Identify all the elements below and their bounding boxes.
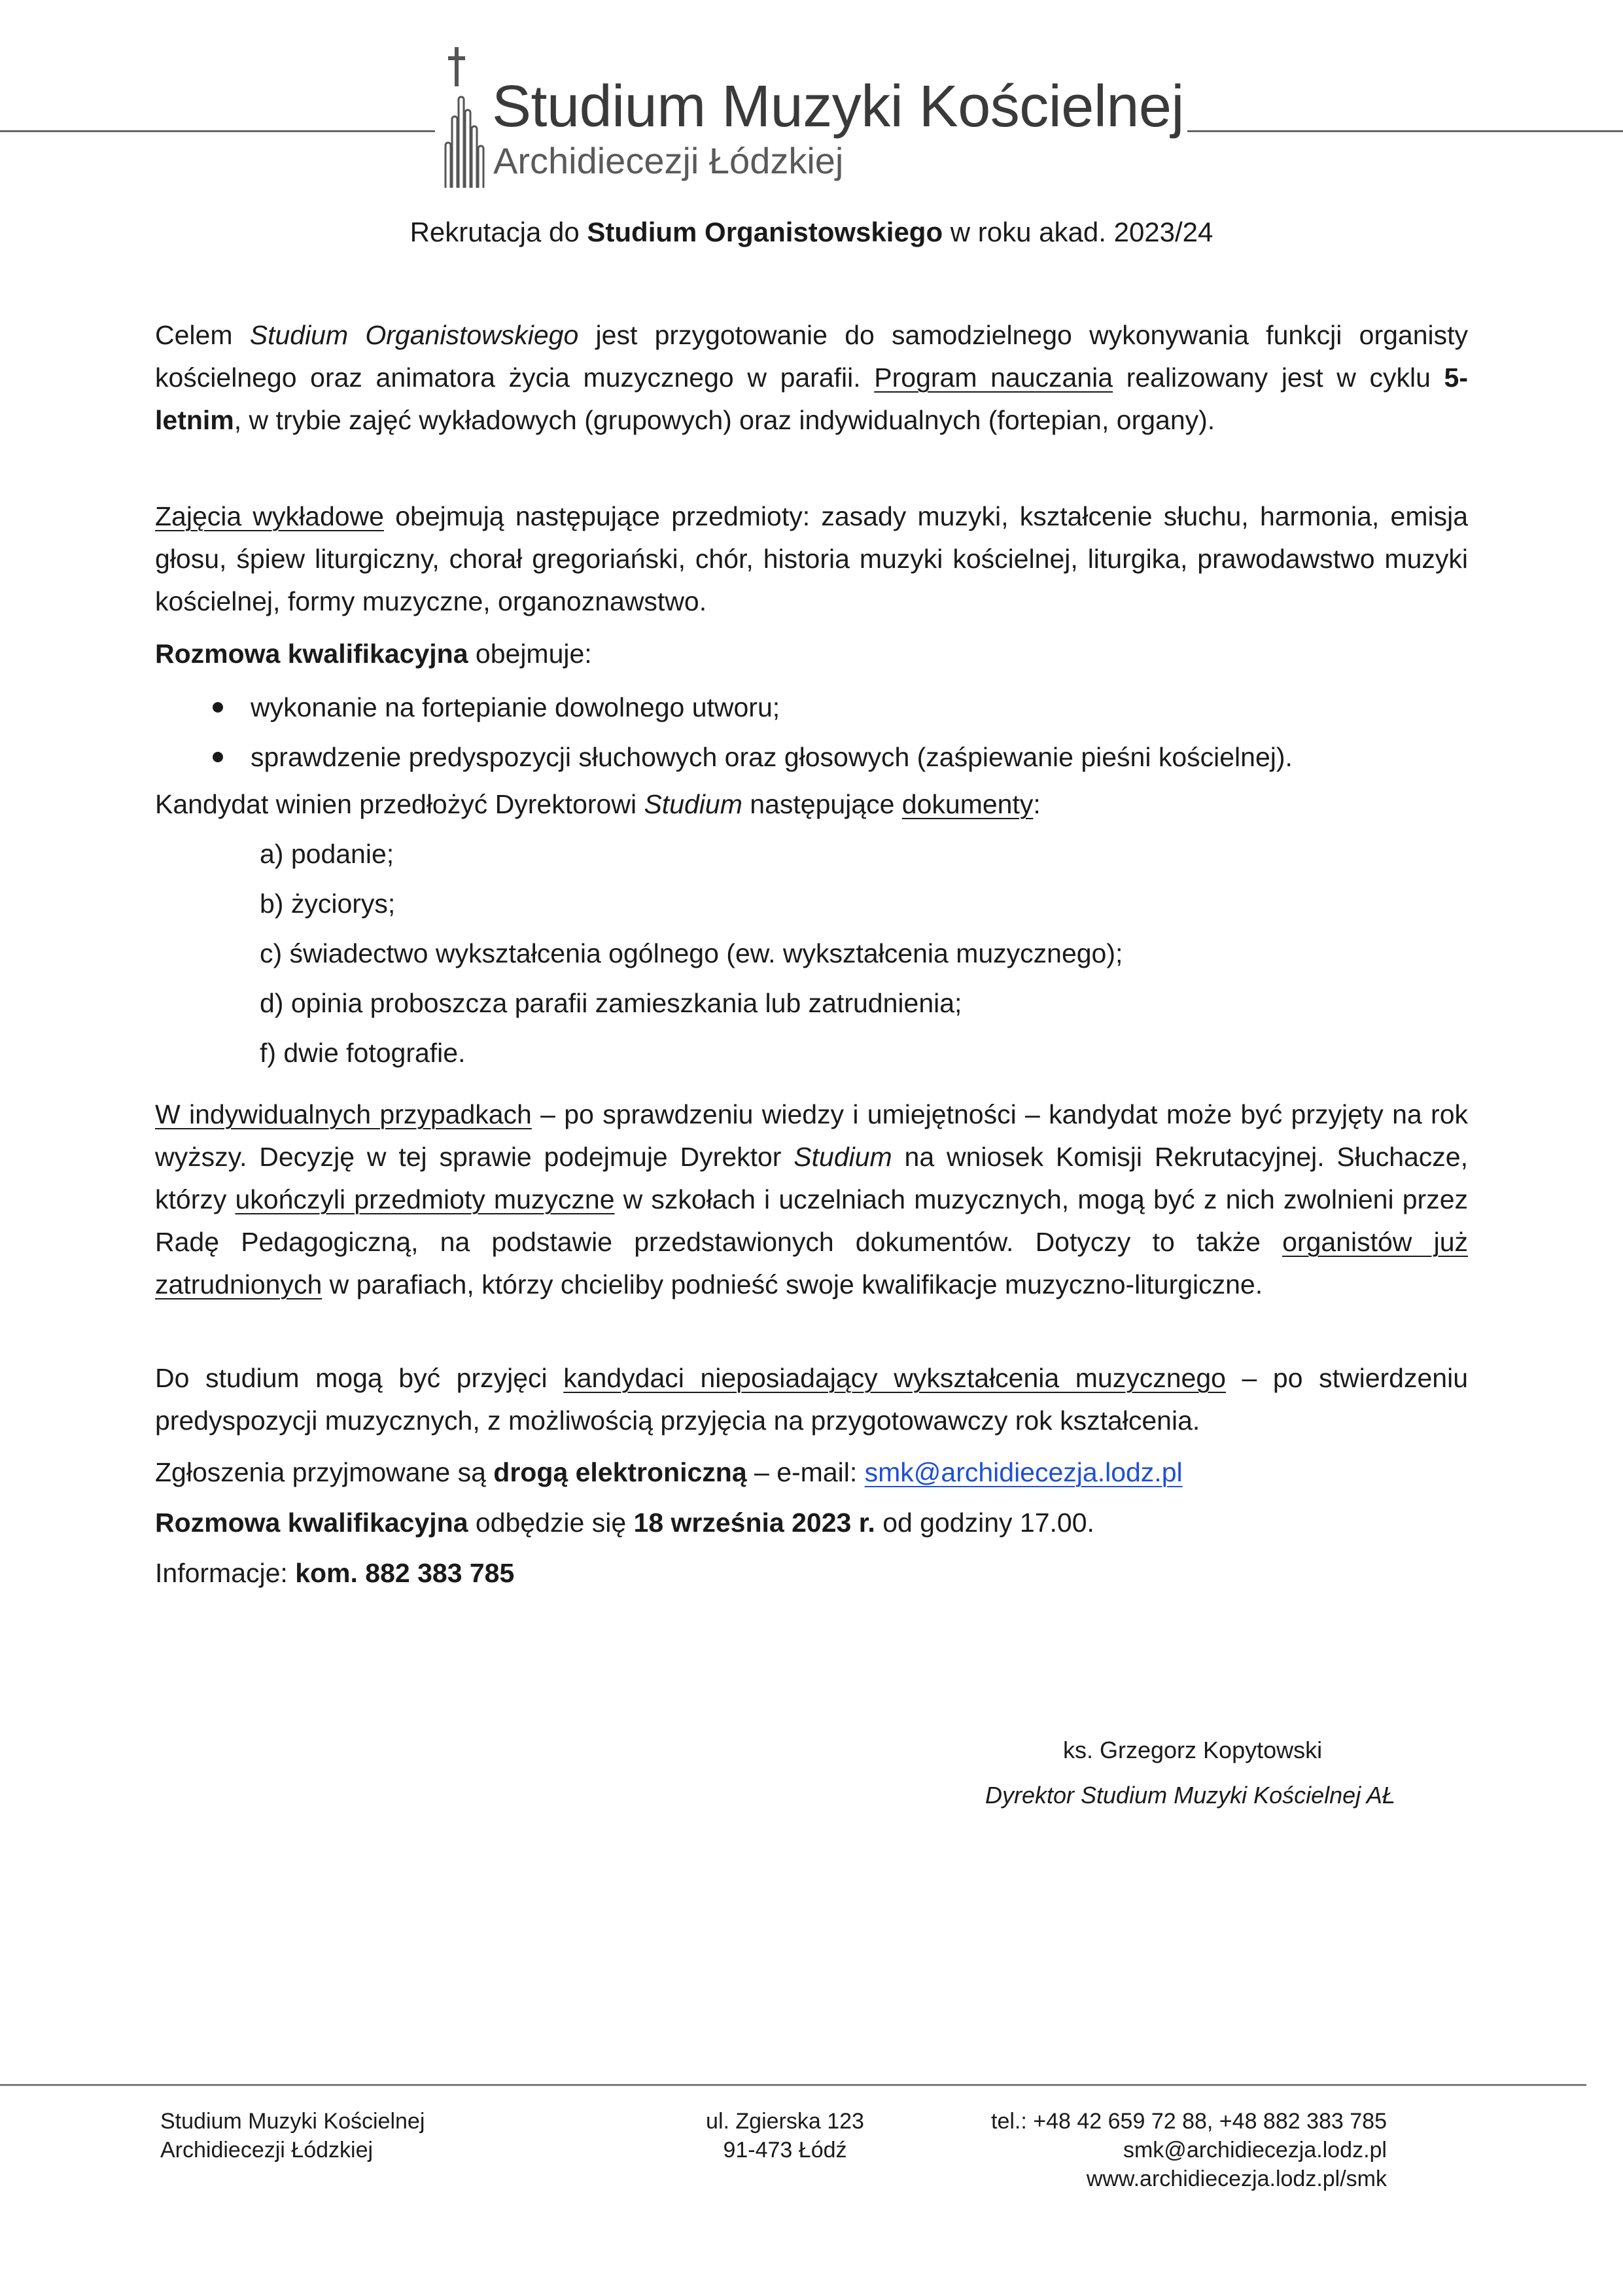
document-item: a) podanie; [260, 839, 394, 869]
date-text-1: odbędzie się [468, 1508, 634, 1538]
intro-paragraph [155, 314, 1468, 442]
signature-name: ks. Grzegorz Kopytowski [1063, 1737, 1323, 1763]
heading-prefix: Rekrutacja do [410, 217, 587, 247]
info-label: Informacje: [155, 1558, 296, 1588]
date-bold-1: Rozmowa kwalifikacyjna [155, 1508, 468, 1538]
no-music-text-2: – po stwierdzeniu predyspozycji muzycznych, z możliwością przyjęcia na przygotowawczy rok kształcenia. [155, 1363, 1468, 1436]
bullet-dot [213, 702, 223, 713]
bullet-dot [213, 752, 223, 762]
info-line [155, 1552, 514, 1595]
no-music-paragraph [155, 1357, 1468, 1442]
individual-text-1: – po sprawdzeniu wiedzy i umiejętności – kandydat może być przyjęty na rok wyższy. Decyzję w tej sprawie podejmuje Dyrektor [155, 1099, 1468, 1172]
heading-suffix: w roku akad. 2023/24 [943, 217, 1213, 247]
individual-text-3: w szkołach i uczelniach muzycznych, mogą być z nich zwolnieni przez Radę Pedagogiczną, na podstawie przedstawionych dokumentów. Dotyczy to także [155, 1184, 1468, 1257]
footer-org-line1: Studium Muzyki Kościelnej [160, 2109, 425, 2134]
documents-line [155, 783, 1041, 826]
footer-phone: tel.: +48 42 659 72 88, +48 882 383 785 [991, 2109, 1387, 2134]
intro-text-3: realizowany jest w cyklu [1113, 362, 1444, 393]
document-item: f) dwie fotografie. [260, 1038, 466, 1068]
interview-text: obejmuje: [468, 639, 592, 669]
bullet-item: sprawdzenie predyspozycji słuchowych oraz głosowych (zaśpiewanie pieśni kościelnej). [251, 742, 1293, 772]
individual-underline-1: W indywidualnych przypadkach [155, 1099, 532, 1129]
program-link: Program nauczania [874, 362, 1113, 393]
individual-underline-3: organistów już zatrudnionych [155, 1227, 1468, 1299]
document-item: c) świadectwo wykształcenia ogólnego (ew. wykształcenia muzycznego); [260, 938, 1123, 968]
documents-text-3: : [1033, 789, 1041, 819]
lectures-text: obejmują następujące przedmioty: zasady muzyki, kształcenie słuchu, harmonia, emisja głosu, śpiew liturgiczny, chorał gregoriański, chór, historia muzyki kościelnej, liturgika, prawodawstwo muzyki kościelnej, formy muzyczne, organoznawstwo. [155, 501, 1468, 616]
applications-text-2: – e-mail: [746, 1457, 865, 1487]
document-item: d) opinia proboszcza parafii zamieszkania lub zatrudnienia; [260, 988, 962, 1018]
documents-text-1: Kandydat winien przedłożyć Dyrektorowi [155, 789, 644, 819]
individual-cases-paragraph [155, 1093, 1468, 1306]
date-bold-2: 18 września 2023 r. [633, 1508, 875, 1538]
footer-website[interactable]: www.archidiecezja.lodz.pl/smk [1086, 2166, 1387, 2191]
no-music-text-1: Do studium mogą być przyjęci [155, 1363, 564, 1393]
signature-role: Dyrektor Studium Muzyki Kościelnej AŁ [985, 1782, 1395, 1809]
document-item: b) życiorys; [260, 889, 396, 919]
documents-underline: dokumenty [901, 789, 1034, 819]
footer-address-line1: ul. Zgierska 123 [706, 2109, 864, 2134]
intro-text-4: , w trybie zajęć wykładowych (grupowych) oraz indywidualnych (fortepian, organy). [234, 405, 1215, 435]
bullet-item: wykonanie na fortepianie dowolnego utworu; [251, 692, 780, 722]
footer-rule [0, 2084, 1586, 2086]
footer-email[interactable]: smk@archidiecezja.lodz.pl [1123, 2138, 1387, 2163]
logo-title: Studium Muzyki Kościelnej [492, 74, 1184, 139]
interview-date-line [155, 1502, 1094, 1544]
footer-address-line2: 91-473 Łódź [723, 2138, 847, 2163]
applications-text-1: Zgłoszenia przyjmowane są [155, 1457, 494, 1487]
lectures-underline: Zajęcia wykładowe [155, 501, 384, 531]
documents-text-2: następujące [742, 789, 902, 819]
intro-italic: Studium Organistowskiego [249, 320, 579, 350]
date-text-2: od godziny 17.00. [875, 1508, 1094, 1538]
interview-line [155, 633, 592, 675]
header-rule-left [0, 130, 435, 132]
documents-italic: Studium [644, 789, 742, 819]
footer-org-line2: Archidiecezji Łódzkiej [160, 2138, 374, 2163]
intro-text-1: Celem [155, 320, 250, 350]
header-rule-right [1187, 130, 1623, 132]
organ-cross-logo-icon [442, 47, 487, 188]
intro-bold: 5-letnim [155, 362, 1469, 435]
document-heading [0, 215, 1623, 250]
individual-italic: Studium [794, 1142, 892, 1172]
no-music-underline: kandydaci nieposiadający wykształcenia muzycznego [563, 1363, 1226, 1393]
applications-bold: drogą elektroniczną [493, 1457, 747, 1487]
intro-text-2: jest przygotowanie do samodzielnego wykonywania funkcji organisty kościelnego oraz animatora życia muzycznego w parafii. [155, 320, 1468, 393]
individual-text-2: na wniosek Komisji Rekrutacyjnej. Słuchacze, którzy [155, 1142, 1468, 1214]
heading-bold: Studium Organistowskiego [587, 217, 943, 247]
individual-text-4: w parafiach, którzy chcieliby podnieść swoje kwalifikacje muzyczno-liturgiczne. [322, 1269, 1263, 1299]
logo-subtitle: Archidiecezji Łódzkiej [493, 140, 844, 181]
interview-bold: Rozmowa kwalifikacyjna [155, 639, 468, 669]
info-phone: kom. 882 383 785 [295, 1558, 515, 1588]
individual-underline-2: ukończyli przedmioty muzyczne [235, 1184, 615, 1214]
applications-line [155, 1451, 1183, 1494]
email-link[interactable]: smk@archidiecezja.lodz.pl [864, 1457, 1183, 1487]
lectures-paragraph [155, 495, 1468, 623]
